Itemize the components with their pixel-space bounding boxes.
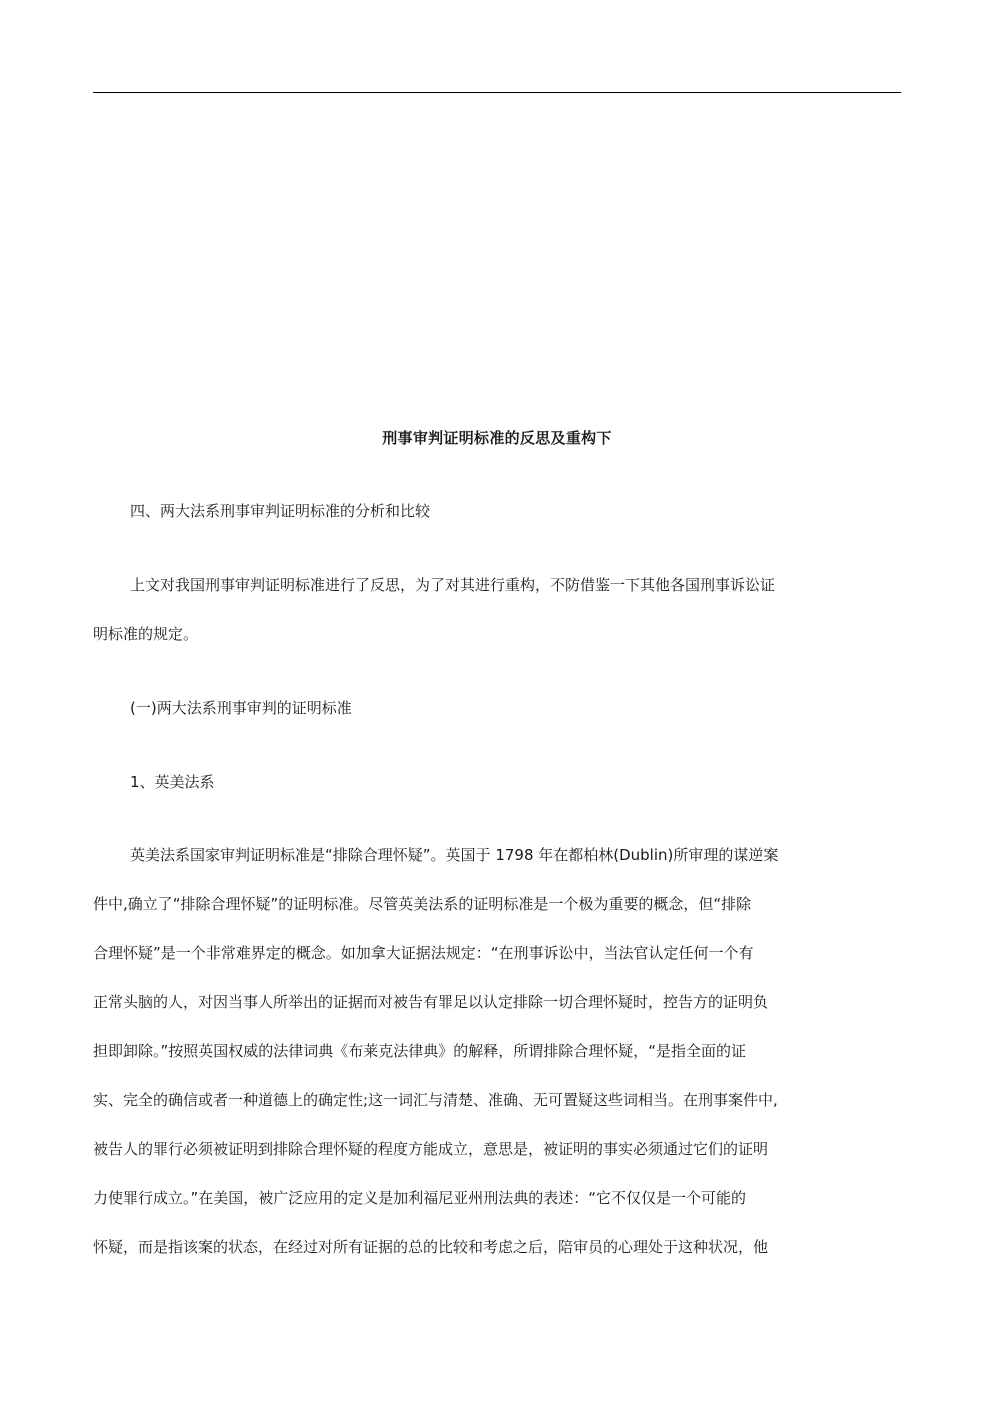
- paragraph-line: 力使罪行成立。”在美国，被广泛应用的定义是加利福尼亚州刑法典的表述：“它不仅仅是一个可能的: [93, 1189, 747, 1207]
- section-heading: 四、两大法系刑事审判证明标准的分析和比较: [130, 502, 431, 520]
- paragraph-line: 上文对我国刑事审判证明标准进行了反思，为了对其进行重构，不防借鉴一下其他各国刑事诉讼证: [130, 576, 776, 594]
- subsection-heading: (一)两大法系刑事审判的证明标准: [130, 699, 352, 717]
- body-paragraph: [93, 843, 889, 1284]
- paragraph-line: 实、完全的确信或者一种道德上的确定性;这一词汇与清楚、准确、无可置疑这些词相当。在刑事案件中,: [93, 1091, 778, 1109]
- paragraph-line: 件中,确立了“排除合理怀疑”的证明标准。尽管英美法系的证明标准是一个极为重要的概念，但“排除: [93, 895, 752, 913]
- header-rule: [93, 92, 901, 93]
- paragraph-line: 怀疑，而是指该案的状态，在经过对所有证据的总的比较和考虑之后，陪审员的心理处于这种状况，他: [93, 1238, 769, 1256]
- document-title: 刑事审判证明标准的反思及重构下: [382, 429, 612, 447]
- item-heading: 1、英美法系: [130, 773, 215, 791]
- paragraph-line: 担即卸除。”按照英国权威的法律词典《布莱克法律典》的解释，所谓排除合理怀疑，“是指全面的证: [93, 1042, 747, 1060]
- paragraph-line: 英美法系国家审判证明标准是“排除合理怀疑”。英国于 1798 年在都柏林(Dublin)所审理的谋逆案: [130, 846, 779, 864]
- paragraph-line: 合理怀疑”是一个非常难界定的概念。如加拿大证据法规定：“在刑事诉讼中，当法官认定任何一个有: [93, 944, 754, 962]
- paragraph-line: 被告人的罪行必须被证明到排除合理怀疑的程度方能成立，意思是，被证明的事实必须通过它们的证明: [93, 1140, 769, 1158]
- paragraph-line: 正常头脑的人，对因当事人所举出的证据而对被告有罪足以认定排除一切合理怀疑时，控告方的证明负: [93, 993, 769, 1011]
- paragraph-line: 明标准的规定。: [93, 625, 199, 643]
- intro-paragraph: [93, 573, 889, 671]
